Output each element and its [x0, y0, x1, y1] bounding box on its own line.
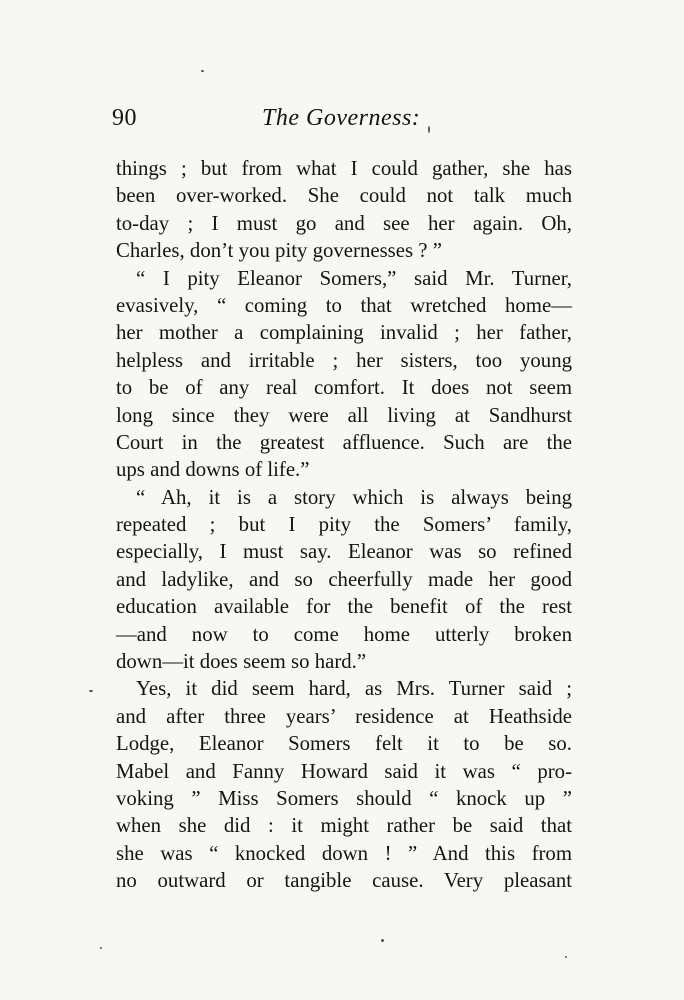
body-text [116, 155, 572, 895]
scan-speck [89, 690, 93, 692]
text-line: her mother a complaining invalid ; her father, [116, 321, 572, 345]
text-line: down—it does seem so hard.” [116, 650, 367, 674]
text-line: —and now to come home utterly broken [116, 622, 572, 646]
text-line: been over-worked. She could not talk much [116, 184, 572, 208]
scan-speck [565, 956, 567, 958]
text-line: ups and downs of life.” [116, 458, 310, 482]
text-line: to be of any real comfort. It does not seem [116, 376, 572, 400]
text-line: and after three years’ residence at Heathside [116, 704, 572, 728]
text-line: no outward or tangible cause. Very pleasant [116, 869, 572, 893]
scan-speck [201, 70, 204, 72]
text-line: long since they were all living at Sandhurst [116, 403, 572, 427]
text-line: Lodge, Eleanor Somers felt it to be so. [116, 732, 572, 756]
running-head [112, 105, 574, 139]
scan-speck [428, 126, 430, 133]
text-line: when she did : it might rather be said that [116, 814, 572, 838]
page-number: 90 [112, 105, 137, 131]
text-line: evasively, “ coming to that wretched home— [116, 293, 572, 317]
text-line: Yes, it did seem hard, as Mrs. Turner said ; [136, 677, 572, 701]
text-line: she was “ knocked down ! ” And this from [116, 841, 572, 865]
text-line: “ I pity Eleanor Somers,” said Mr. Turner, [136, 266, 572, 290]
scan-speck [381, 939, 384, 942]
text-line: repeated ; but I pity the Somers’ family, [116, 513, 572, 537]
text-line: Mabel and Fanny Howard said it was “ pro- [116, 759, 572, 783]
text-line: things ; but from what I could gather, she has [116, 157, 572, 180]
text-line: Court in the greatest affluence. Such are the [116, 430, 572, 454]
text-line: and ladylike, and so cheerfully made her good [116, 567, 572, 591]
text-line: voking ” Miss Somers should “ knock up ” [116, 786, 572, 810]
text-line: education available for the benefit of the rest [116, 595, 572, 619]
text-line: Charles, don’t you pity governesses ? ” [116, 239, 442, 263]
running-title: The Governess: [262, 105, 421, 131]
scan-speck [100, 947, 102, 949]
text-line: to-day ; I must go and see her again. Oh, [116, 211, 572, 235]
text-line: “ Ah, it is a story which is always being [136, 485, 572, 509]
text-line: helpless and irritable ; her sisters, too young [116, 348, 572, 372]
text-line: especially, I must say. Eleanor was so refined [116, 540, 572, 564]
